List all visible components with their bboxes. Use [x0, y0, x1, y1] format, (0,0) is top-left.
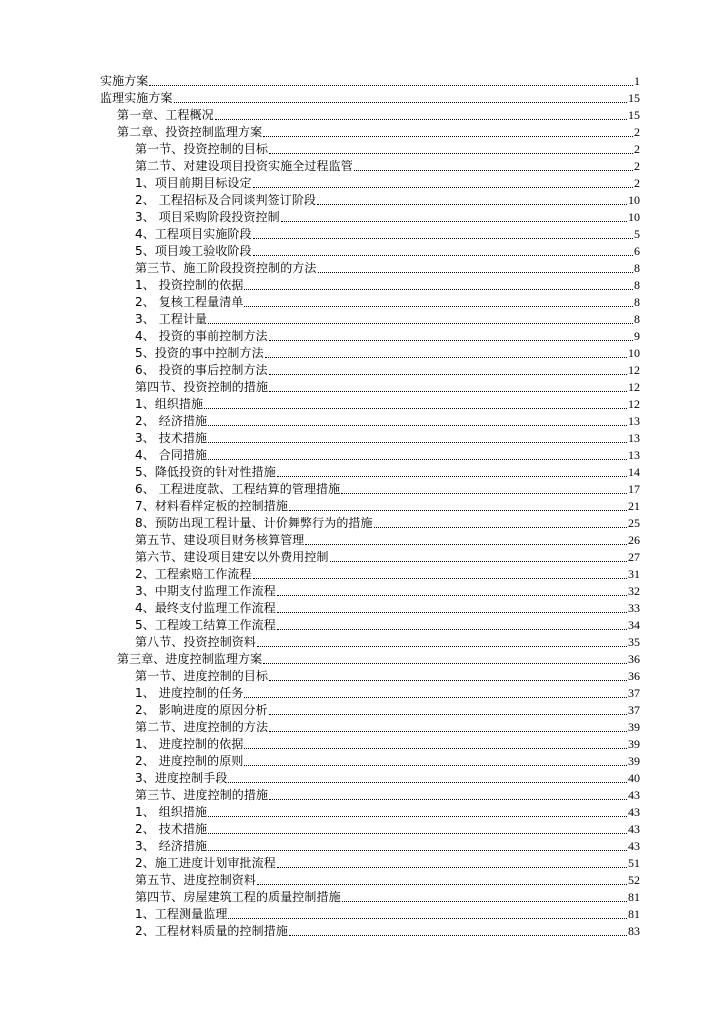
toc-dot-leader [330, 560, 627, 562]
toc-entry-title: 2、工程索赔工作流程 [135, 567, 252, 581]
toc-entry-title: 3、 技术措施 [135, 431, 208, 445]
toc-dot-leader [277, 475, 627, 477]
toc-entry-title: 1、 组织措施 [135, 805, 208, 819]
toc-dot-leader [208, 458, 627, 460]
toc-entry[interactable] [100, 498, 640, 515]
toc-entry-page-number: 81 [628, 907, 640, 921]
toc-dot-leader [374, 526, 627, 528]
toc-entry-page-number: 83 [628, 924, 640, 938]
toc-entry-title: 4、工程项目实施阶段 [135, 227, 252, 241]
toc-entry-title: 第五节、建设项目财务核算管理 [135, 533, 305, 547]
toc-entry-title: 1、 投资控制的依据 [135, 278, 244, 292]
toc-entry-page-number: 25 [628, 516, 640, 530]
toc-entry[interactable] [100, 855, 640, 872]
toc-entry[interactable] [100, 430, 640, 447]
toc-entry[interactable] [100, 838, 640, 855]
toc-entry[interactable] [100, 736, 640, 753]
toc-entry[interactable] [100, 447, 640, 464]
toc-entry-title: 1、 进度控制的依据 [135, 737, 244, 751]
toc-entry-title: 第六节、建设项目建安以外费用控制 [135, 550, 329, 564]
toc-entry-page-number: 8 [634, 312, 640, 326]
toc-entry[interactable] [100, 396, 640, 413]
toc-dot-leader [341, 492, 627, 494]
toc-entry-title: 5、投资的事中控制方法 [135, 346, 264, 360]
toc-entry-page-number: 15 [628, 108, 640, 122]
toc-entry[interactable] [100, 362, 640, 379]
toc-entry[interactable] [100, 464, 640, 481]
toc-entry[interactable] [100, 328, 640, 345]
toc-entry-page-number: 2 [634, 125, 640, 139]
toc-entry[interactable] [100, 243, 640, 260]
toc-entry[interactable] [100, 311, 640, 328]
toc-entry-page-number: 26 [628, 533, 640, 547]
toc-dot-leader [208, 441, 627, 443]
toc-entry[interactable] [100, 770, 640, 787]
toc-dot-leader [244, 747, 627, 749]
toc-entry[interactable] [100, 889, 640, 906]
toc-entry-title: 1、 进度控制的任务 [135, 686, 244, 700]
toc-dot-leader [228, 917, 627, 919]
toc-entry[interactable] [100, 345, 640, 362]
toc-entry[interactable] [100, 549, 640, 566]
toc-entry-page-number: 39 [628, 720, 640, 734]
toc-dot-leader [208, 815, 627, 817]
toc-entry[interactable] [100, 175, 640, 192]
toc-entry-title: 3、中期支付监理工作流程 [135, 584, 276, 598]
toc-entry-page-number: 9 [634, 329, 640, 343]
toc-dot-leader [289, 934, 627, 936]
toc-entry-page-number: 34 [628, 618, 640, 632]
toc-dot-leader [269, 679, 627, 681]
toc-entry-title: 第四节、投资控制的措施 [135, 380, 269, 394]
toc-entry[interactable] [100, 532, 640, 549]
toc-entry-page-number: 12 [628, 397, 640, 411]
toc-entry-page-number: 12 [628, 363, 640, 377]
toc-entry-title: 4、 投资的事前控制方法 [135, 329, 268, 343]
toc-dot-leader [277, 866, 627, 868]
toc-entry-page-number: 8 [634, 261, 640, 275]
toc-dot-leader [277, 611, 627, 613]
toc-entry[interactable] [100, 107, 640, 124]
toc-entry[interactable] [100, 685, 640, 702]
toc-dot-leader [244, 305, 633, 307]
toc-entry-title: 第二节、进度控制的方法 [135, 720, 269, 734]
toc-entry-title: 1、组织措施 [135, 397, 204, 411]
toc-dot-leader [289, 509, 627, 511]
toc-entry-title: 1、工程测量监理 [135, 907, 228, 921]
toc-entry-title: 2、 经济措施 [135, 414, 208, 428]
toc-entry-page-number: 8 [634, 278, 640, 292]
toc-dot-leader [208, 322, 633, 324]
toc-dot-leader [305, 543, 627, 545]
toc-entry[interactable] [100, 719, 640, 736]
toc-dot-leader [244, 764, 627, 766]
toc-dot-leader [281, 220, 627, 222]
toc-entry-title: 5、工程竣工结算工作流程 [135, 618, 276, 632]
toc-entry[interactable] [100, 923, 640, 940]
toc-entry-title: 监理实施方案 [100, 91, 173, 105]
toc-entry[interactable] [100, 566, 640, 583]
toc-dot-leader [277, 628, 627, 630]
toc-entry[interactable] [100, 634, 640, 651]
toc-entry-page-number: 27 [628, 550, 640, 564]
toc-entry-title: 第三章、进度控制监理方案 [117, 652, 263, 666]
toc-dot-leader [269, 152, 633, 154]
toc-entry-page-number: 10 [628, 210, 640, 224]
toc-entry[interactable] [100, 413, 640, 430]
toc-entry-title: 第三节、进度控制的措施 [135, 788, 269, 802]
toc-entry-title: 5、项目竣工验收阶段 [135, 244, 252, 258]
toc-entry-title: 2、 影响进度的原因分析 [135, 703, 268, 717]
toc-entry-title: 6、 工程进度款、工程结算的管理措施 [135, 482, 341, 496]
toc-dot-leader [253, 577, 627, 579]
toc-entry-page-number: 36 [628, 652, 640, 666]
toc-entry-page-number: 13 [628, 414, 640, 428]
toc-entry-page-number: 81 [628, 890, 640, 904]
toc-entry-page-number: 43 [628, 788, 640, 802]
toc-entry-page-number: 10 [628, 193, 640, 207]
toc-entry-page-number: 8 [634, 295, 640, 309]
toc-entry[interactable] [100, 617, 640, 634]
toc-entry-title: 2、 进度控制的原则 [135, 754, 244, 768]
toc-entry[interactable] [100, 651, 640, 668]
toc-entry-title: 5、降低投资的针对性措施 [135, 465, 276, 479]
toc-entry-page-number: 5 [634, 227, 640, 241]
toc-entry-title: 1、项目前期目标设定 [135, 176, 252, 190]
toc-entry-title: 第四节、房屋建筑工程的质量控制措施 [135, 890, 341, 904]
toc-entry[interactable] [100, 209, 640, 226]
toc-entry[interactable] [100, 515, 640, 532]
toc-entry[interactable] [100, 702, 640, 719]
toc-dot-leader [253, 186, 633, 188]
toc-entry[interactable] [100, 294, 640, 311]
toc-entry-title: 第二章、投资控制监理方案 [117, 125, 263, 139]
toc-entry-page-number: 35 [628, 635, 640, 649]
toc-entry[interactable] [100, 73, 640, 90]
toc-dot-leader [257, 883, 627, 885]
toc-entry[interactable] [100, 379, 640, 396]
toc-entry-title: 2、工程材料质量的控制措施 [135, 924, 288, 938]
toc-entry-title: 第一节、投资控制的目标 [135, 142, 269, 156]
toc-dot-leader [215, 118, 627, 120]
toc-entry-page-number: 2 [634, 176, 640, 190]
toc-dot-leader [174, 101, 627, 103]
toc-entry-page-number: 13 [628, 448, 640, 462]
toc-dot-leader [269, 713, 627, 715]
toc-entry-page-number: 17 [628, 482, 640, 496]
toc-entry-page-number: 36 [628, 669, 640, 683]
toc-dot-leader [204, 407, 627, 409]
toc-entry-title: 第二节、对建设项目投资实施全过程监管 [135, 159, 353, 173]
toc-entry-title: 2、 技术措施 [135, 822, 208, 836]
toc-entry-title: 8、预防出现工程计量、计价舞弊行为的措施 [135, 516, 373, 530]
toc-entry-page-number: 43 [628, 822, 640, 836]
toc-dot-leader [317, 203, 627, 205]
toc-dot-leader [257, 645, 627, 647]
toc-entry-page-number: 12 [628, 380, 640, 394]
toc-entry-page-number: 39 [628, 754, 640, 768]
toc-entry-title: 2、 工程招标及合同谈判签订阶段 [135, 193, 317, 207]
toc-entry-page-number: 51 [628, 856, 640, 870]
toc-dot-leader [269, 730, 627, 732]
toc-entry-title: 2、 复核工程量清单 [135, 295, 244, 309]
toc-entry-title: 第三节、施工阶段投资控制的方法 [135, 261, 317, 275]
toc-entry-page-number: 2 [634, 159, 640, 173]
toc-entry-title: 实施方案 [100, 74, 149, 88]
toc-dot-leader [269, 373, 627, 375]
toc-entry-page-number: 21 [628, 499, 640, 513]
toc-dot-leader [269, 339, 633, 341]
toc-dot-leader [149, 84, 633, 86]
toc-dot-leader [263, 662, 627, 664]
toc-dot-leader [354, 169, 633, 171]
toc-entry-page-number: 1 [634, 74, 640, 88]
toc-entry-page-number: 39 [628, 737, 640, 751]
toc-entry[interactable] [100, 260, 640, 277]
toc-entry[interactable] [100, 158, 640, 175]
toc-entry-title: 4、 合同措施 [135, 448, 208, 462]
toc-dot-leader [277, 594, 627, 596]
toc-entry[interactable] [100, 668, 640, 685]
toc-dot-leader [269, 798, 627, 800]
toc-entry-page-number: 37 [628, 686, 640, 700]
toc-dot-leader [244, 288, 633, 290]
toc-entry[interactable] [100, 226, 640, 243]
toc-dot-leader [263, 135, 633, 137]
toc-dot-leader [208, 849, 627, 851]
toc-entry-title: 3、 工程计量 [135, 312, 208, 326]
toc-entry[interactable] [100, 141, 640, 158]
toc-entry-page-number: 2 [634, 142, 640, 156]
toc-entry[interactable] [100, 872, 640, 889]
toc-dot-leader [269, 390, 627, 392]
toc-entry-page-number: 31 [628, 567, 640, 581]
toc-entry[interactable] [100, 124, 640, 141]
toc-entry[interactable] [100, 600, 640, 617]
toc-entry-page-number: 43 [628, 839, 640, 853]
toc-entry[interactable] [100, 787, 640, 804]
toc-entry-page-number: 37 [628, 703, 640, 717]
toc-dot-leader [253, 254, 633, 256]
toc-entry[interactable] [100, 804, 640, 821]
toc-entry-title: 3、进度控制手段 [135, 771, 228, 785]
toc-entry-page-number: 43 [628, 805, 640, 819]
toc-dot-leader [208, 832, 627, 834]
toc-dot-leader [265, 356, 627, 358]
toc-dot-leader [208, 424, 627, 426]
toc-entry-page-number: 14 [628, 465, 640, 479]
toc-entry-page-number: 40 [628, 771, 640, 785]
toc-entry-title: 3、 经济措施 [135, 839, 208, 853]
toc-entry-page-number: 10 [628, 346, 640, 360]
toc-dot-leader [342, 900, 627, 902]
toc-dot-leader [253, 237, 633, 239]
toc-entry[interactable] [100, 906, 640, 923]
toc-entry-title: 第八节、投资控制资料 [135, 635, 257, 649]
toc-entry-page-number: 52 [628, 873, 640, 887]
toc-entry-page-number: 33 [628, 601, 640, 615]
toc-entry-page-number: 15 [628, 91, 640, 105]
table-of-contents [100, 73, 640, 940]
toc-entry-page-number: 6 [634, 244, 640, 258]
toc-entry-title: 第五节、进度控制资料 [135, 873, 257, 887]
toc-entry-title: 6、 投资的事后控制方法 [135, 363, 268, 377]
toc-entry[interactable] [100, 90, 640, 107]
toc-dot-leader [228, 781, 627, 783]
toc-entry-title: 4、最终支付监理工作流程 [135, 601, 276, 615]
toc-entry[interactable] [100, 821, 640, 838]
toc-entry-title: 3、 项目采购阶段投资控制 [135, 210, 280, 224]
toc-entry[interactable] [100, 481, 640, 498]
toc-dot-leader [318, 271, 633, 273]
toc-dot-leader [244, 696, 627, 698]
toc-entry-title: 2、施工进度计划审批流程 [135, 856, 276, 870]
toc-entry-title: 第一章、工程概况 [117, 108, 214, 122]
toc-entry[interactable] [100, 192, 640, 209]
toc-entry-page-number: 13 [628, 431, 640, 445]
toc-entry[interactable] [100, 583, 640, 600]
toc-entry-page-number: 32 [628, 584, 640, 598]
toc-entry[interactable] [100, 753, 640, 770]
toc-entry[interactable] [100, 277, 640, 294]
toc-entry-title: 7、材料看样定板的控制措施 [135, 499, 288, 513]
toc-entry-title: 第一节、进度控制的目标 [135, 669, 269, 683]
